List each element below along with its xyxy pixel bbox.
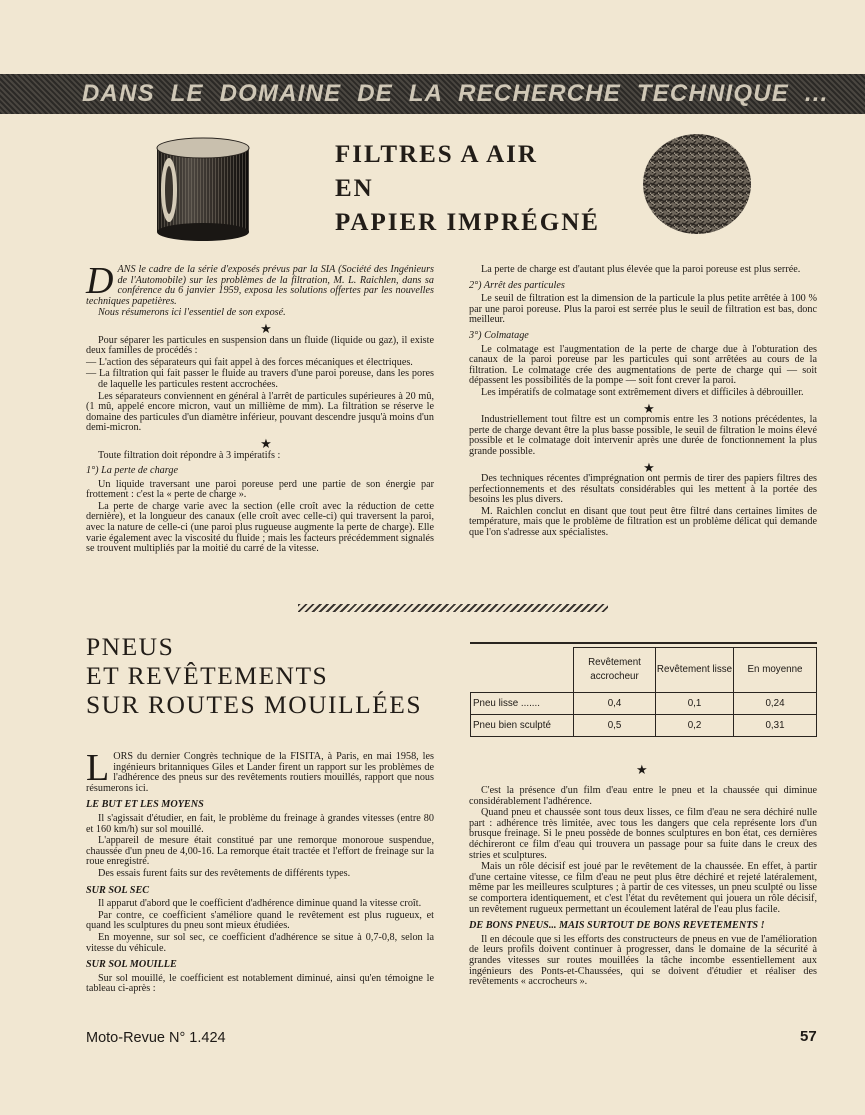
table-header-row	[471, 648, 817, 693]
row-label: Pneu lisse .......	[471, 693, 574, 715]
table-corner	[471, 648, 574, 693]
section-heading: LE BUT ET LES MOYENS	[86, 799, 204, 811]
intro-text: ORS du dernier Congrès technique de la FISITA, à Paris, en mai 1958, les ingénieurs britanniques Giles et Lander firent un rapport sur les problèmes de l'adhérence des pneus sur des revêtements routiers mouillés, rapport que nous résumerons ici.	[86, 751, 434, 794]
table-cell: 0,31	[734, 715, 817, 737]
paragraph: Des essais furent faits sur des revêtements de différents types.	[98, 867, 351, 879]
paragraph: Mais un rôle décisif est joué par le revêtement de la chaussée. En effet, à partir d'une certaine vitesse, ce film d'eau ne peut plus être déchiré et rejeté latéralement, même par les meilleures sculptures ; à partir de ces vitesses, un pneu sculpté ou lisse se comportera identiquement, et c'est l'état du revêtement qui jouera un rôle décisif, un revêtement rugueux permettant un écoulement latéral de l'eau plus facile.	[469, 861, 817, 915]
section-heading: SUR SOL SEC	[86, 884, 150, 896]
article1-column-right	[469, 265, 817, 540]
paragraph: En moyenne, sur sol sec, ce coefficient d'adhérence se situe à 0,7-0,8, selon la vitesse du véhicule.	[86, 931, 434, 954]
section-heading: SUR SOL MOUILLE	[86, 959, 177, 971]
table-cell: 0,1	[656, 693, 734, 715]
article2-title	[86, 632, 422, 719]
article1-column-left	[86, 260, 434, 556]
paragraph: Des techniques récentes d'imprégnation ont permis de tirer des papiers filtres des perfectionnements et des résultats considérables qui les mettent à la portée des besoins les plus divers.	[469, 473, 817, 506]
title-line: ET REVÊTEMENTS	[86, 661, 329, 690]
table-cell: 0,4	[574, 693, 656, 715]
paragraph: Pour séparer les particules en suspension dans un fluide (liquide ou gaz), il existe deux familles de procédés :	[86, 334, 434, 357]
star-separator: ★	[643, 459, 655, 475]
column-header: Revêtement accrocheur	[574, 648, 656, 693]
star-separator: ★	[636, 762, 648, 777]
table-row	[471, 693, 817, 715]
list-item: — L'action des séparateurs qui fait appel à des forces mécaniques et électriques.	[86, 356, 413, 368]
article2-column-left	[86, 747, 434, 996]
paragraph: Le seuil de filtration est la dimension de la particule la plus petite arrêtée à 100 % par une paroi poreuse. Plus la paroi est serrée plus le seuil de filtration est bas, donc meilleur.	[469, 293, 817, 326]
title-line: SUR ROUTES MOUILLÉES	[86, 690, 423, 719]
column-header: En moyenne	[734, 648, 817, 693]
paragraph: La perte de charge varie avec la section (elle croît avec la réduction de cette dernière), et la longueur des canaux (elle croît avec celle-ci) qui traversent la paroi, avec la nature de celle-ci (une paroi plus rugueuse augmente la perte de charge). Elle varie également avec la viscosité du fluide ; mais les facteurs précédemment signalés se trouvent multipliés par la moitié du carré de la vitesse.	[86, 500, 434, 555]
article2-intro	[86, 747, 434, 794]
paragraph: Toute filtration doit répondre à 3 impératifs :	[98, 449, 281, 461]
paragraph: M. Raichlen conclut en disant que tout peut être filtré dans certaines limites de température, mais que le problème de filtration est un problème délicat qui demande que l'on s'adresse aux spécialistes.	[469, 505, 817, 539]
title-line: FILTRES A AIR	[335, 141, 538, 168]
article2-column-right	[469, 786, 817, 989]
table-cell: 0,2	[656, 715, 734, 737]
page-number: 57	[800, 1028, 817, 1045]
table-cell: 0,5	[574, 715, 656, 737]
table-top-rule	[470, 642, 817, 644]
subheading: 1°) La perte de charge	[86, 465, 178, 477]
section-banner	[0, 74, 865, 114]
paragraph: Il s'agissait d'étudier, en fait, le problème du freinage à grandes vitesses (entre 80 et 160 km/h) sur sol mouillé.	[86, 812, 434, 835]
table-row	[471, 715, 817, 737]
paragraph: Le colmatage est l'augmentation de la perte de charge due à l'obturation des canaux de la paroi poreuse par les particules qui sont arrêtées au cours de la filtration. Le colmatage crée des augmentations de perte de charge qui — soit dépassent les possibilités de la pompe — soit font crever la paroi.	[469, 343, 817, 387]
paragraph: L'appareil de mesure était constitué par une remorque monoroue suspendue, chaussée d'un pneu de 4,00-16. La remorque était tractée et l'effort de freinage sur la roue enregistré.	[86, 835, 434, 868]
paragraph: La perte de charge est d'autant plus élevée que la paroi poreuse est plus serrée.	[481, 264, 801, 275]
magazine-issue: Moto-Revue N° 1.424	[86, 1030, 226, 1046]
paragraph: C'est la présence d'un film d'eau entre le pneu et la chaussée qui diminue considérablement l'adhérence.	[469, 785, 817, 807]
paragraph: Sur sol mouillé, le coefficient est notablement diminué, ainsi qu'en témoigne le tableau ci-après :	[86, 972, 434, 995]
intro-text: ANS le cadre de la série d'exposés prévus par la SIA (Société des Ingénieurs de l'Automobile) sur les problèmes de la filtration, M. L. Raichlen, dans sa conférence du 6 janvier 1959, exposa les solutions offertes par les nouvelles techniques papetières.	[86, 264, 434, 307]
dropcap: L	[86, 747, 110, 789]
article1-title	[335, 138, 600, 240]
title-line: PNEUS	[86, 632, 175, 661]
table-cell: 0,24	[734, 693, 817, 715]
star-separator: ★	[260, 435, 272, 451]
paragraph: Par contre, ce coefficient s'améliore quand le revêtement est plus rugueux, et quand les sculptures du pneu sont mieux étudiées.	[86, 909, 434, 932]
paragraph: Il en découle que si les efforts des constructeurs de pneus en vue de l'amélioration de leurs profils doivent continuer à progresser, dans le domaine de la sécurité à grandes vitesses sur routes mouillées la tâche incombe essentiellement aux ingénieurs des Ponts-et-Chaussées, qui se doivent d'étudier et réaliser des revêtements « accrocheurs ».	[469, 933, 817, 988]
paragraph: Un liquide traversant une paroi poreuse perd une partie de son énergie par frottement : c'est la « perte de charge ».	[86, 478, 434, 501]
wavy-divider	[298, 604, 608, 612]
paragraph: Nous résumerons ici l'essentiel de son exposé.	[98, 307, 286, 319]
row-label: Pneu bien sculpté	[471, 715, 574, 737]
paragraph: Les séparateurs conviennent en général à l'arrêt de particules supérieures à 20 mû, (1 mû, appelé encore micron, vaut un millième de mm). La filtration se réserve le domaine des particules d'un diamètre inférieur, pouvant descendre jusqu'à moins d'un demi-micron.	[86, 390, 434, 434]
banner-title: DANS LE DOMAINE DE LA RECHERCHE TECHNIQUE ...	[82, 80, 829, 107]
paper-micrograph-photo	[642, 133, 752, 235]
paragraph: Les impératifs de colmatage sont extrêmement divers et difficiles à débrouiller.	[481, 386, 804, 398]
subheading: 3°) Colmatage	[469, 329, 529, 341]
column-header: Revêtement lisse	[656, 648, 734, 693]
dropcap: D	[86, 260, 114, 302]
section-heading: DE BONS PNEUS... MAIS SURTOUT DE BONS REVETEMENTS !	[469, 920, 765, 932]
title-line: EN	[335, 175, 374, 202]
star-separator: ★	[643, 400, 655, 416]
air-filter-photo	[151, 134, 254, 242]
paragraph: Quand pneu et chaussée sont tous deux lisses, ce film d'eau ne sera déchiré nulle part : adhérence très limitée, avec tous les dangers que cela représente lors d'un brusque freinage. Si le pneu possède de bonnes sculptures en bon état, ces dernières déchireront ce film d'eau qui trouvera un passage pour sa fuite dans le creux des stries et sculptures.	[469, 807, 817, 861]
paragraph: Il apparut d'abord que le coefficient d'adhérence diminue quand la vitesse croît.	[98, 898, 422, 910]
list-item: — La filtration qui fait passer le fluide au travers d'une paroi poreuse, dans les pores de laquelle les particules restent accrochées.	[86, 368, 434, 390]
subheading: 2°) Arrêt des particules	[469, 279, 565, 291]
star-separator: ★	[260, 320, 272, 336]
title-line: PAPIER IMPRÉGNÉ	[335, 209, 600, 236]
paragraph: Industriellement tout filtre est un compromis entre les 3 notions précédentes, la perte de charge devant être la plus basse possible, le seuil de filtration le moins élevé possible et le colmatage doit intervenir après une durée de fonctionnement la plus grande possible.	[469, 414, 817, 457]
adhesion-table	[470, 642, 817, 737]
article1-intro	[86, 260, 434, 307]
